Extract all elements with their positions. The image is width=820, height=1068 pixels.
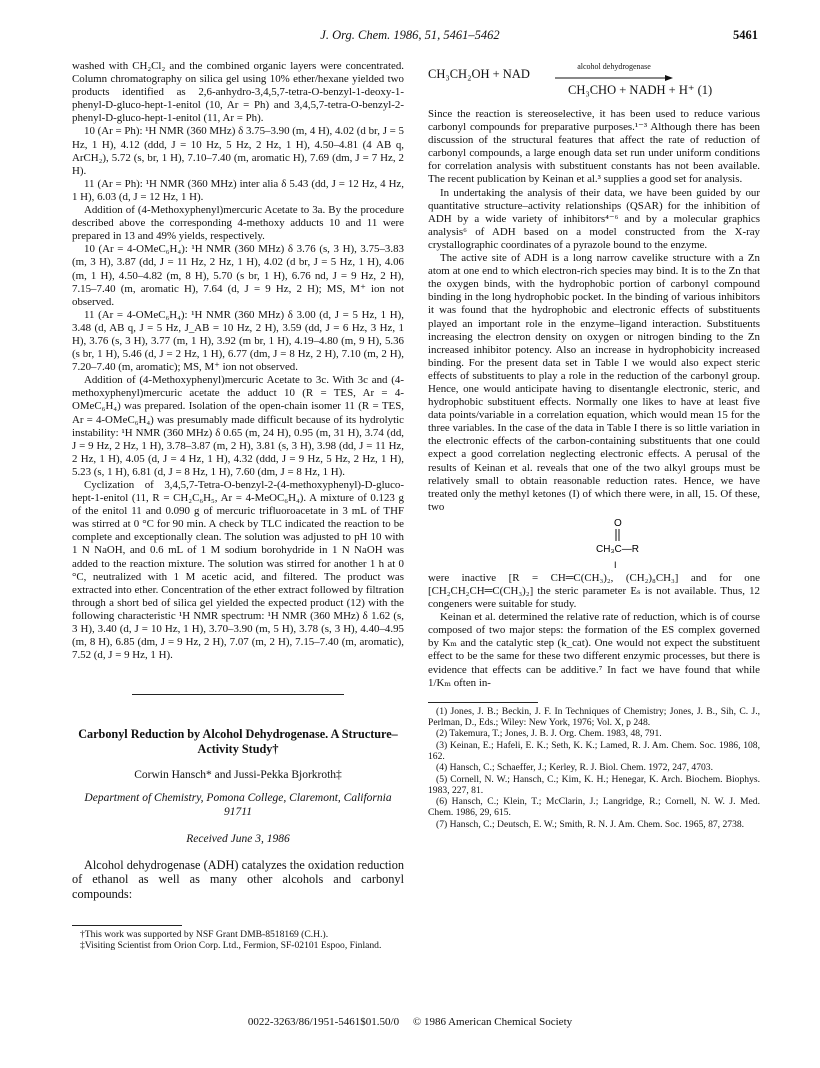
paragraph: 10 (Ar = Ph): ¹H NMR (360 MHz) δ 3.75–3.90 (m, 4 H), 4.02 (d br, J = 5 Hz, 1 H), 4.12 (ddd, J = 10 Hz, 5 Hz, 2 Hz, 1 H), 4.50–4.81 (4 AB q, ArCH₂), 5.72 (s, br, 1 H), 7.10–7.40 (m, aromatic H), 7.69 (dm, J = 7 Hz, 2 H). — [72, 125, 404, 177]
reference-item: (2) Takemura, T.; Jones, J. B. J. Org. Chem. 1983, 48, 791. — [436, 728, 662, 740]
paragraph: 11 (Ar = Ph): ¹H NMR (360 MHz) inter alia δ 5.43 (dd, J = 12 Hz, 4 Hz, 1 H), 6.03 (d, J = 12 Hz, 1 H). — [72, 177, 404, 203]
reaction-arrow-icon — [555, 74, 673, 82]
paragraph: Since the reaction is stereoselective, it has been used to reduce various carbonyl compounds for preparative purposes.¹⁻³ Although there has been discussion of the structural features that affect the rate of reduction of carbonyl compounds, a large enough data set run under uniform conditions for correlation analysis with substituent constants has not been available. The recent publication by Keinan et al.³ supplies a good set for analysis. — [428, 108, 760, 186]
copyright: © 1986 American Chemical Society — [412, 1016, 573, 1028]
paragraph: were inactive [R = CH═C(CH₃)₂, (CH₂)₈CH₃] and for one [CH₂CH₂CH═C(CH₃)₂] the steric parameter Eₛ is not available. Thus, 12 congeners were suitable for study. — [428, 571, 760, 611]
footnote: †This work was supported by NSF Grant DMB-8518169 (C.H.). — [80, 929, 329, 941]
structure-formula: CH₃C—R — [596, 543, 639, 555]
left-column — [72, 60, 404, 952]
paragraph: 11 (Ar = 4-OMeC₆H₄): ¹H NMR (360 MHz) δ 3.00 (d, J = 5 Hz, 1 H), 3.48 (d, AB q, J = 5 Hz, J_AB = 10 Hz, 2 H), 3.59 (dd, J = 6 Hz, 3 Hz, 1 H), 3.76 (s, 3 H), 3.77 (m, 1 H), 3.92 (m br, 1 H), 4.19–4.80 (m, 9 H), 5.36 (s br, 1 H), 5.46 (d, J = 2 Hz, 1 H), 6.77 (dm, J = 8 Hz, 2 H), 7.10 (m, 2 H), 7.20–7.40 (m, aromatic); MS, M⁺ ion not observed. — [72, 308, 404, 374]
page-footer — [0, 1016, 820, 1028]
reference-item: (3) Keinan, E.; Hafeli, E. K.; Seth, K. K.; Lamed, R. J. Am. Chem. Soc. 1986, 108, 162. — [428, 739, 760, 762]
footnote-rule — [72, 925, 182, 926]
article-code: 0022-3263/86/1951-5461$01.50/0 — [247, 1016, 400, 1028]
ketone-structure-diagram — [428, 514, 760, 572]
page-number: 5461 — [733, 28, 758, 42]
paragraph: Keinan et al. determined the relative rate of reduction, which is of course composed of two major steps: the formation of the ES complex governed by Kₘ and the catalytic step (k_cat). One would not expect the substituent effect to be the same for these two different enzymic processes, but there is evidence that effects can be additive.⁷ In fact we have found that while 1/Kₘ often in- — [428, 611, 760, 689]
paragraph: Cyclization of 3,4,5,7-Tetra-O-benzyl-2-(4-methoxyphenyl)-D-gluco-hept-1-enitol (11, R = CH₂C₆H₅, Ar = 4-MeOC₆H₄). A mixture of 0.123 g of the enitol 11 and 0.090 g of mercuric trifluoroacetate in 3 mL of THF was stirred at 0 °C for 90 min. A check by TLC indicated the reaction to be complete and exceptionally clean. The solution was adjusted to pH 10 with 1 N NaOH, and 0.6 mL of 1 M sodium borohydride in 1 N NaOH was added to the reaction mixture. The solution was stirred for another 1 h at 0 °C, neutralized with 1 M acetic acid, and filtered. The product was extracted into ether. Concentration of the ether extract followed by filtration through a short bed of silica gel yielded the expected product (12) with the following characteristic ¹H NMR spectrum: ¹H NMR (360 MHz) δ 1.62 (s, 3 H), 3.40 (d, J = 10 Hz, 1 H), 3.70–3.90 (m, 5 H), 3.78 (s, 3 H), 4.40–4.95 (m, 8 H), 6.85 (dm, J = 9 Hz, 2 H), 7.07 (m, 2 H), 7.15–7.40 (m, aromatic), 7.52 (d, J = 9 Hz, 1 H). — [72, 479, 404, 662]
structure-oxygen: O — [614, 517, 622, 529]
equation-products: CH₃CHO + NADH + H⁺ (1) — [568, 83, 713, 97]
paragraph: In undertaking the analysis of their data, we have been guided by our quantitative structure–activity relationships (QSAR) for the inhibition of ADH by a wide variety of inhibitors⁴⁻⁶ and by a molecular graphics analysis⁶ of ADH based on a model constructed from the X-ray crystallographic coordinates of a pyrazole bound to the enzyme. — [428, 186, 760, 251]
reference-item: (4) Hansch, C.; Schaeffer, J.; Kerley, R. J. Biol. Chem. 1972, 247, 4703. — [436, 762, 713, 774]
paragraph: Addition of (4-Methoxyphenyl)mercuric Acetate to 3a. By the procedure described above the corresponding 4-methoxy adducts 10 and 11 were prepared in 13 and 49% yields, respectively. — [72, 204, 404, 243]
reference-item: (5) Cornell, N. W.; Hansch, C.; Kim, K. H.; Henegar, K. Arch. Biochem. Biophys. 1983, 227, 81. — [428, 773, 760, 796]
structure-label: I — [614, 559, 617, 570]
equation-1 — [428, 60, 760, 100]
paragraph: Addition of (4-Methoxyphenyl)mercuric Acetate to 3c. With 3c and (4-methoxyphenyl)mercuric acetate the adduct 10 (R = TES, Ar = 4-OMeC₆H₄) was prepared. Isolation of the open-chain isomer 11 (R = TES, Ar = 4-OMeC₆H₄) was presumably made difficult because of its hydrolytic instability: ¹H NMR (360 MHz) δ 0.65 (m, 24 H), 0.95 (m, 31 H), 3.74 (dd, J = 9 Hz, 2 Hz, 1 H), 3.78–3.87 (m, 2 H), 3.81 (s, 3 H), 3.98 (dd, J = 11 Hz, 2 Hz, 1 H), 4.05 (d, J = 4 Hz, 1 H), 4.32 (ddd, J = 9 Hz, 5 Hz, 2 Hz, 1 H), 5.23 (s, 1 H), 6.81 (d, J = 8 Hz, 1 H), 7.60 (dm, J = 8 Hz, 1 H). — [72, 374, 404, 478]
paragraph: The active site of ADH is a long narrow cavelike structure with a Zn atom at one end to which electron-rich species may bind. It is to the Zn that the oxygen binds, with the hydrophobic portion of carbonyl compound binding in the long hydrophobic pocket. In the binding of various inhibitors it was found that the hydrophobic and electronic effects of substituents played an important role in the enzyme–ligand interaction. Substituents increasing the electron density on oxygen or nitrogen binding to the Zn increased inhibitor potency. Also an increase in hydrophobicity increased binding. For the present data set in Table I we would also expect steric effects of substituents to play a role in the reduction of the carbonyl group. Hence, one would anticipate having to disentangle electronic, steric, and hydrophobic substituent effects. Normally one likes to have at least five data points/variable in a correlation equation, which would mean 15 for the three variables. In the case of the data in Table I there is so little variation in the electronic effects of the carbon-containing substituents that one could expect a good correlation neglecting electronic effects. A perusal of the results of Keinan et al. reveals that one of the two alkyl groups must be relatively small to obtain reasonable reduction rates. Hence, we have treated only the methyl ketones (I) of which there were, in all, 15. Of these, two — [428, 252, 760, 513]
equation-enzyme-label: alcohol dehydrogenase — [577, 62, 651, 71]
reference-item: (1) Jones, J. B.; Beckin, J. F. In Techniques of Chemistry; Jones, J. B., Sih, C. J., Perlman, D., Eds.; Wiley: New York, 1976; Vol. X, p 248. — [428, 705, 760, 729]
chemical-structure — [428, 514, 760, 572]
right-column — [428, 60, 760, 830]
affiliation: Department of Chemistry, Pomona College, Claremont, California 91711 — [84, 792, 392, 818]
references-rule — [428, 702, 538, 703]
abstract: Alcohol dehydrogenase (ADH) catalyzes the oxidation reduction of ethanol as well as many other alcohols and carbonyl compounds: — [72, 857, 404, 901]
reference-item: (7) Hansch, C.; Deutsch, E. W.; Smith, R. N. J. Am. Chem. Soc. 1965, 87, 2738. — [436, 818, 745, 830]
references — [428, 706, 760, 830]
article-title: Carbonyl Reduction by Alcohol Dehydrogenase. A Structure–Activity Study† — [78, 727, 398, 757]
authors: Corwin Hansch* and Jussi-Pekka Bjorkroth‡ — [134, 769, 342, 782]
paragraph: 10 (Ar = 4-OMeC₆H₄): ¹H NMR (360 MHz) δ 3.76 (s, 3 H), 3.75–3.83 (m, 3 H), 3.87 (dd, J = 11 Hz, 2 Hz, 1 H), 4.02 (d br, J = 5 Hz, 1 H), 4.06 (m, 1 H), 4.50–4.82 (m, 8 H), 5.70 (s br, 1 H), 6.76 nd, J = 9 Hz, 2 H), 7.15–7.40 (m, aromatic H), 7.64 (d, J = 9 Hz, 2 H); MS, M⁺ ion not observed. — [72, 243, 404, 308]
equation-reactants: CH₃CH₂OH + NAD — [428, 67, 530, 81]
footnote: ‡Visiting Scientist from Orion Corp. Ltd., Fermion, SF-02101 Espoo, Finland. — [80, 940, 382, 952]
received-date: Received June 3, 1986 — [186, 832, 290, 845]
journal-header: J. Org. Chem. 1986, 51, 5461–5462 — [320, 28, 500, 42]
paragraph: washed with CH₂Cl₂ and the combined organic layers were concentrated. Column chromatography on silica gel using 10% ether/hexane yielded two products identified as 2,6-anhydro-3,4,5,7-tetra-O-benzyl-1-deoxy-1-phenyl-D-gluco-hept-1-enitol (10, Ar = Ph) and 3,4,5,7-tetra-O-benzyl-2-phenyl-D-gluco-hept-1-enitol (11, Ar = Ph). — [72, 60, 404, 125]
reference-item: (6) Hansch, C.; Klein, T.; McClarin, J.; Langridge, R.; Cornell, N. W. J. Med. Chem. 1986, 29, 615. — [428, 796, 760, 819]
